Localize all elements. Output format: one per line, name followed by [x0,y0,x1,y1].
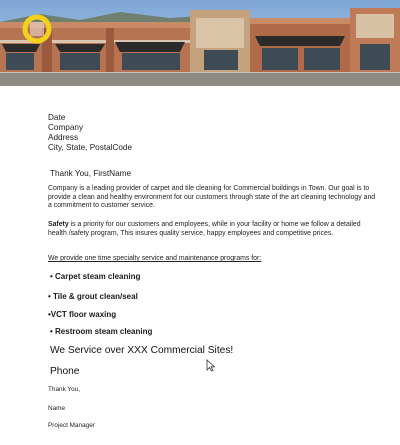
safety-text: is a priority for our customers and employees, while in your facility or home we follow a detailed health /safety program, This insures quality service, happy employees and competitive prices. [48,221,361,237]
mouse-pointer-icon [206,359,216,372]
greeting: Thank You, FirstName [50,169,132,178]
closing: Thank You, [48,386,80,393]
company-line: Company [48,123,84,132]
phone-label: Phone [50,366,80,377]
programs-heading: We provide one time specialty service and maintenance programs for: [48,255,262,262]
service-item: • Tile & grout clean/seal [48,292,138,301]
service-item: • Carpet steam cleaning [50,272,141,281]
service-item: •VCT floor waxing [48,310,117,319]
service-item: • Restroom steam cleaning [50,327,153,336]
signer-title: Project Manager [48,422,95,429]
safety-lead: Safety [48,221,69,228]
date-line: Date [48,113,66,122]
safety-paragraph [48,221,378,238]
intro-paragraph: Company is a leading provider of carpet and tile cleaning for Commercial buildings in Town. Our goal is to provide a clean and healthy environment for our customers through state of the art cleaning technology and a commitment to customer service. [48,185,376,210]
service-statement: We Service over XXX Commercial Sites! [50,345,234,356]
address-line: Address [48,133,79,142]
signer-name: Name [48,405,66,412]
city-state-line: City, State, PostalCode [48,143,133,152]
